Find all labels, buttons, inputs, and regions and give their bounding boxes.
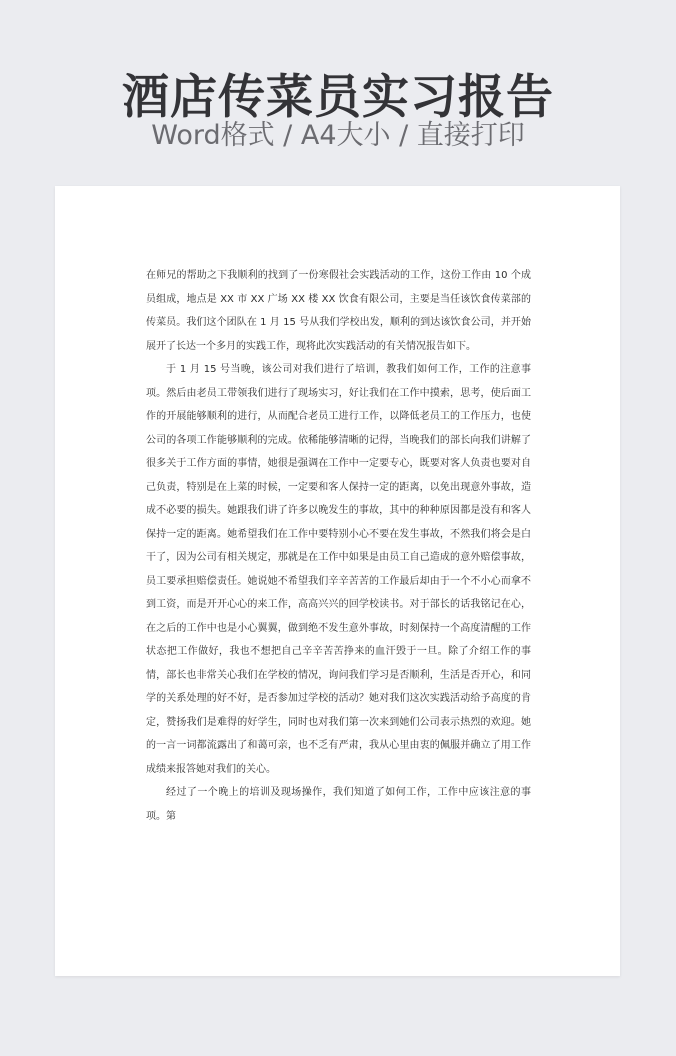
- page-subtitle: Word格式 / A4大小 / 直接打印: [151, 120, 525, 151]
- paragraph-continuation: 经过了一个晚上的培训及现场操作，我们知道了如何工作，工作中应该注意的事项。第: [146, 787, 531, 822]
- paragraph-intro: 在师兄的帮助之下我顺利的找到了一份寒假社会实践活动的工作，这份工作由 10 个成员组成，地点是 XX 市 XX 广场 XX 楼 XX 饮食有限公司，主要是当任该饮食传菜部的传菜员。我们这个团队在 1 月 15 号从我们学校出发，顺利的到达该饮食公司，并开始展开了长达一个多月的实践工作，现将此次实践活动的有关情况报告如下。: [146, 270, 531, 352]
- paragraph-training: 于 1 月 15 号当晚，该公司对我们进行了培训，教我们如何工作，工作的注意事项。然后由老员工带领我们进行了现场实习，好让我们在工作中摸索，思考，使后面工作的开展能够顺利的进行，从而配合老员工进行工作，以降低老员工的工作压力，也使公司的各项工作能够顺利的完成。依稀能够清晰的记得，当晚我们的部长向我们讲解了很多关于工作方面的事情，她很是强调在工作中一定要专心，既要对客人负责也要对自己负责，特别是在上菜的时候，一定要和客人保持一定的距离，以免出现意外事故，造成不必要的损失。她跟我们讲了许多以晚发生的事故，其中的种种原因都是没有和客人保持一定的距离。她希望我们在工作中要特别小心不要在发生事故，不然我们将会是白干了，因为公司有相关规定，那就是在工作中如果是由员工自己造成的意外赔偿事故，员工要承担赔偿责任。她说她不希望我们辛辛苦苦的工作最后却由于一个不小心而拿不到工资，而是开开心心的来工作，高高兴兴的回学校读书。对于部长的话我铭记在心，在之后的工作中也是小心翼翼，做到绝不发生意外事故，时刻保持一个高度清醒的工作状态把工作做好，我也不想把自己辛辛苦苦挣来的血汗毁于一旦。除了介绍工作的事情，部长也非常关心我们在学校的情况，询问我们学习是否顺利，生活是否开心，和同学的关系处理的好不好，是否参加过学校的活动？她对我们这次实践活动给予高度的肯定，赞扬我们是难得的好学生，同时也对我们第一次来到她们公司表示热烈的欢迎。她的一言一词都流露出了和蔼可亲，也不乏有严肃，我从心里由衷的佩服并确立了用工作成绩来报答她对我们的关心。: [146, 364, 531, 775]
- document-page: [55, 186, 620, 976]
- page-title: 酒店传菜员实习报告: [122, 70, 554, 125]
- document-body: [146, 264, 531, 828]
